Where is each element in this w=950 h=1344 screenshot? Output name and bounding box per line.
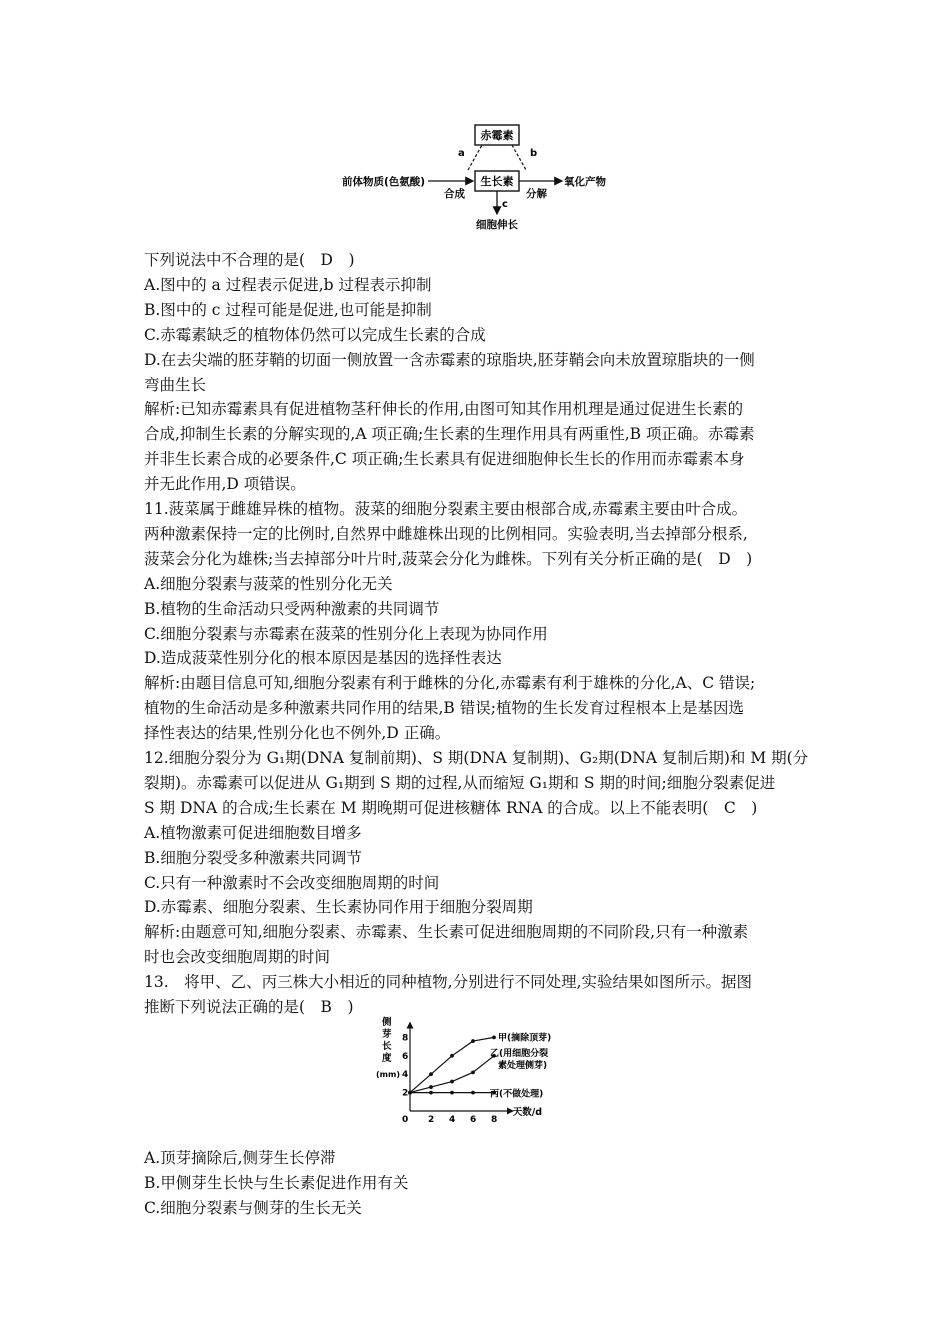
decompose-label: 分解 [526, 188, 547, 200]
data-point [450, 1080, 454, 1084]
y-tick-label: 4 [402, 1070, 409, 1081]
text-line: C.只有一种激素时不会改变细胞周期的时间 [144, 873, 440, 892]
text-line: 下列说法中不合理的是( D ) [144, 251, 355, 269]
data-point [471, 1091, 475, 1095]
text-line: 时也会改变细胞周期的时间 [144, 948, 331, 967]
text-line: 12.细胞分裂分为 G₁期(DNA 复制前期)、S 期(DNA 复制期)、G₂期(DNA 复制后期)和 M 期(分 [144, 749, 809, 767]
data-point [429, 1091, 433, 1095]
x-tick-label: 6 [470, 1115, 477, 1125]
oxidation-label: 氧化产物 [564, 176, 606, 188]
option-line: C.细胞分裂素与侧芽的生长无关 [144, 1199, 362, 1217]
data-point [450, 1054, 454, 1058]
text-line: C.细胞分裂素与赤霉素在菠菜的性别分化上表现为协同作用 [144, 624, 548, 643]
data-point [471, 1039, 475, 1043]
text-line: 11.菠菜属于雌雄异株的植物。菠菜的细胞分裂素主要由根部合成,赤霉素主要由叶合成。 [144, 500, 748, 518]
text-line: D.在去尖端的胚芽鞘的切面一侧放置一含赤霉素的琼脂块,胚芽鞘会向未放置琼脂块的一侧 [144, 350, 755, 369]
text-line: A.植物激素可促进细胞数目增多 [144, 823, 362, 842]
text-line: D.赤霉素、细胞分裂素、生长素协同作用于细胞分裂周期 [144, 898, 533, 917]
data-point [450, 1091, 454, 1095]
y-tick-label: 2 [402, 1088, 409, 1099]
text-line: A.细胞分裂素与菠菜的性别分化无关 [144, 574, 393, 593]
data-point [429, 1085, 433, 1089]
series-label-yi: 乙(用细胞分裂 [490, 1048, 549, 1059]
text-line: 解析:由题意可知,细胞分裂素、赤霉素、生长素可促进细胞周期的不同阶段,只有一种激素 [144, 923, 749, 942]
text-line: 植物的生命活动是多种激素共同作用的结果,B 错误;植物的生长发育过程根本上是基因选 [144, 699, 744, 718]
x-axis-label: 天数/d [512, 1107, 543, 1118]
text-line: C.赤霉素缺乏的植物体仍然可以完成生长素的合成 [144, 325, 486, 344]
series-label-bing: 丙(不做处理) [490, 1089, 544, 1100]
text-line: D.造成菠菜性别分化的根本原因是基因的选择性表达 [144, 649, 502, 668]
text-line: 解析:已知赤霉素具有促进植物茎秆伸长的作用,由图可知其作用机理是通过促进生长素的 [144, 400, 744, 419]
text-line: 择性表达的结果,性别分化也不例外,D 正确。 [144, 724, 451, 743]
arrow-a-label: a [458, 148, 465, 159]
text-line: 并无此作用,D 项错误。 [144, 475, 306, 494]
text-line: B.植物的生命活动只受两种激素的共同调节 [144, 599, 440, 618]
auxin-label: 生长素 [480, 175, 514, 188]
text-line: 并非生长素合成的必要条件,C 项正确;生长素具有促进细胞伸长生长的作用而赤霉素本身 [144, 450, 745, 469]
x-tick-label: 2 [428, 1115, 435, 1125]
arrow-b-label: b [530, 148, 538, 159]
x-tick-label: 4 [449, 1115, 456, 1125]
text-line: 13. 将甲、乙、丙三株大小相近的同种植物,分别进行不同处理,实验结果如图所示。据图 [144, 973, 753, 992]
precursor-label: 前体物质(色氨酸) [342, 176, 426, 188]
data-point [429, 1072, 433, 1076]
text-line: 合成,抑制生长素的分解实现的,A 项正确;生长素的生理作用具有两重性,B 项正确。赤霉素 [144, 425, 755, 444]
data-point [471, 1070, 475, 1074]
y-tick-label: 8 [402, 1033, 409, 1044]
series-label-yi-cont: 素处理侧芽) [498, 1060, 548, 1071]
text-line: 裂期)。赤霉素可以促进从 G₁期到 S 期的过程,从而缩短 G₁期和 S 期的时间;细胞分裂素促进 [144, 773, 776, 792]
text-line: 解析:由题目信息可知,细胞分裂素有利于雌株的分化,赤霉素有利于雄株的分化,A、C 错误; [144, 674, 756, 693]
y-axis-label: 侧芽长度(mm) [376, 1017, 400, 1079]
text-line: B.细胞分裂受多种激素共同调节 [144, 848, 362, 867]
text-line: S 期 DNA 的合成;生长素在 M 期晚期可促进核糖体 RNA 的合成。以上不能表明( C ) [144, 798, 758, 817]
text-line: 弯曲生长 [144, 375, 207, 394]
y-tick-label: 6 [402, 1051, 409, 1062]
data-point [408, 1091, 412, 1095]
series-line [410, 1056, 494, 1093]
text-line: 推断下列说法正确的是( B ) [144, 998, 354, 1016]
synthesis-label: 合成 [444, 188, 465, 200]
hormone-diagram [340, 120, 620, 235]
elongation-label: 细胞伸长 [476, 219, 518, 231]
x-tick-label: 8 [491, 1115, 498, 1125]
series-label-jia: 甲(摘除顶芽) [498, 1033, 552, 1044]
lateral-bud-chart [376, 1016, 596, 1128]
gibberellin-label: 赤霉素 [480, 129, 514, 142]
arrow-c-label: c [502, 199, 508, 210]
option-line: A.顶芽摘除后,侧芽生长停滞 [144, 1149, 336, 1167]
text-line: B.图中的 c 过程可能是促进,也可能是抑制 [144, 300, 432, 319]
x-tick-label: 0 [402, 1115, 409, 1125]
text-line: 菠菜会分化为雄株;当去掉部分叶片时,菠菜会分化为雌株。下列有关分析正确的是( D ) [144, 549, 753, 568]
text-line: 两种激素保持一定的比例时,自然界中雌雄株出现的比例相同。实验表明,当去掉部分根系, [144, 524, 748, 543]
data-point [492, 1036, 496, 1040]
option-line: B.甲侧芽生长快与生长素促进作用有关 [144, 1174, 409, 1192]
text-line: A.图中的 a 过程表示促进,b 过程表示抑制 [144, 275, 432, 294]
